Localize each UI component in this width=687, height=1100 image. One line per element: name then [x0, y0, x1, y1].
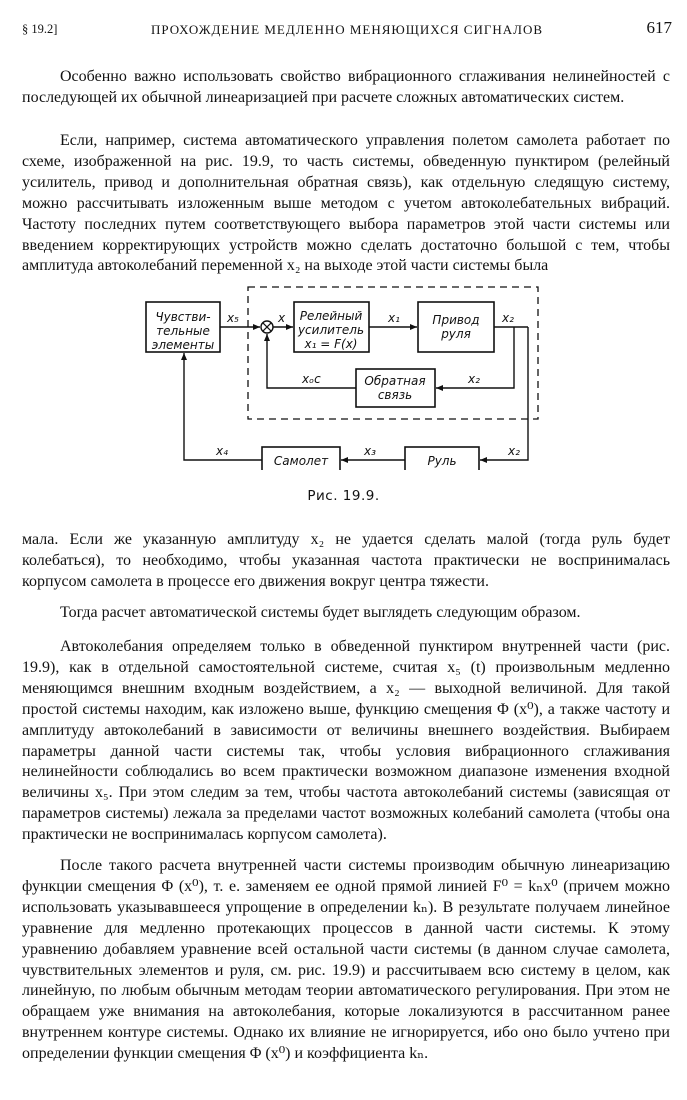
sensors-label-3: элементы: [151, 338, 215, 352]
paragraph-6: После такого расчета внутренней части системы производим обычную линеаризацию функции смещения Φ (x⁰), т. е. заменяем ее одной прямой линией F⁰ = kₙx⁰ (причем можно использовать указывавшееся упрощение в определении kₙ). В результате получаем линейное уравнение для медленно протекающих процессов в данной части системы. К этому уравнению добавляем уравнение всей остальной части системы (в данном случае самолета, чувствительных элементов и руля, см. рис. 19.9) и рассчитываем всю систему в целом, как линейную, по любым обычным методам теории автоматического регулирования. При этом не обращаем уже внимания на автоколебания, которые локализуются в рассчитанном ранее внутреннем контуре системы. Однако их влияние не игнорируется, ибо оно было учтено при определении функции смещения Φ (x⁰) и коэффициента kₙ.: [22, 857, 670, 1063]
block-diagram-svg: [130, 285, 550, 470]
signal-x2-out: x₂: [502, 311, 514, 325]
relay-label-3: x₁ = F(x): [304, 337, 358, 351]
sensors-label-1: Чувстви-: [155, 310, 211, 324]
plane-label: Самолет: [273, 454, 329, 468]
section-number: § 19.2]: [22, 22, 58, 36]
signal-x3: x₃: [364, 444, 376, 458]
relay-label-2: усилитель: [297, 323, 365, 337]
paragraph-4: Тогда расчет автоматической системы будет выглядеть следующим образом.: [60, 604, 581, 621]
signal-x4: x₄: [216, 444, 228, 458]
signal-x1: x₁: [388, 311, 400, 325]
sensors-label-2: тельные: [156, 324, 210, 338]
feedback-label-2: связь: [377, 388, 413, 402]
drive-label-1: Привод: [432, 313, 480, 327]
running-title: ПРОХОЖДЕНИЕ МЕДЛЕННО МЕНЯЮЩИХСЯ СИГНАЛОВ: [150, 22, 544, 37]
figure-caption: Рис. 19.9.: [307, 488, 380, 504]
paragraph-5: Автоколебания определяем только в обведенной пунктиром внутренней части (рис. 19.9), как в отдельной самостоятельной системе, считая x₅ (t) произвольным медленно меняющимся внешним входным воздействием, а x₂ — выходной величиной. Для такой простой системы находим, как изложено выше, функцию смещения Φ (x⁰), а также частоту и амплитуду автоколебаний в зависимости от величины внешнего воздействия. Выбираем параметры данной части системы так, чтобы условия вибрационного сглаживания нелинейности соблюдались во всем практически возможном диапазоне изменения входной величины x₅. При этом следим за тем, чтобы частота автоколебаний системы (зависящая от параметров системы) лежала за пределами частот возможных колебаний самолета (чтобы она практически не воспринималась корпусом самолета).: [22, 638, 670, 844]
paragraph-3: мала. Если же указанную амплитуду x₂ не удается сделать малой (тогда руль будет колебаться), то необходимо, чтобы указанная частота практически не воспринималась корпусом самолета в процессе его движения вокруг центра тяжести.: [22, 531, 670, 590]
signal-xoc: xₒc: [302, 372, 321, 386]
relay-label-1: Релейный: [299, 309, 363, 323]
feedback-label-1: Обратная: [364, 374, 426, 388]
paragraph-1: Особенно важно использовать свойство вибрационного сглаживания нелинейностей с последующей их обычной линеаризацией при расчете сложных автоматических систем.: [22, 68, 670, 106]
rudder-label: Руль: [427, 454, 457, 468]
signal-x: x: [278, 311, 286, 325]
running-header: [22, 20, 672, 42]
signal-x2-rudder: x₂: [508, 444, 520, 458]
drive-label-2: руля: [441, 327, 471, 341]
signal-x2-feedback: x₂: [468, 372, 480, 386]
page-number: 617: [646, 18, 672, 37]
paragraph-2: Если, например, система автоматического управления полетом самолета работает по схеме, изображенной на рис. 19.9, то часть системы, обведенную пунктиром (релейный усилитель, привод и дополнительная обратная связь), как отдельную следящую систему, можно рассчитывать изложенным выше методом с учетом автоколебательных вибраций. Частоту последних путем соответствующего выбора параметров этой части системы или введением корректирующих устройств можно сделать достаточно большой с тем, чтобы амплитуда автоколебаний переменной x₂ на выходе этой части системы была: [22, 132, 670, 275]
block-diagram: [130, 285, 550, 470]
signal-x5: x₅: [227, 311, 239, 325]
